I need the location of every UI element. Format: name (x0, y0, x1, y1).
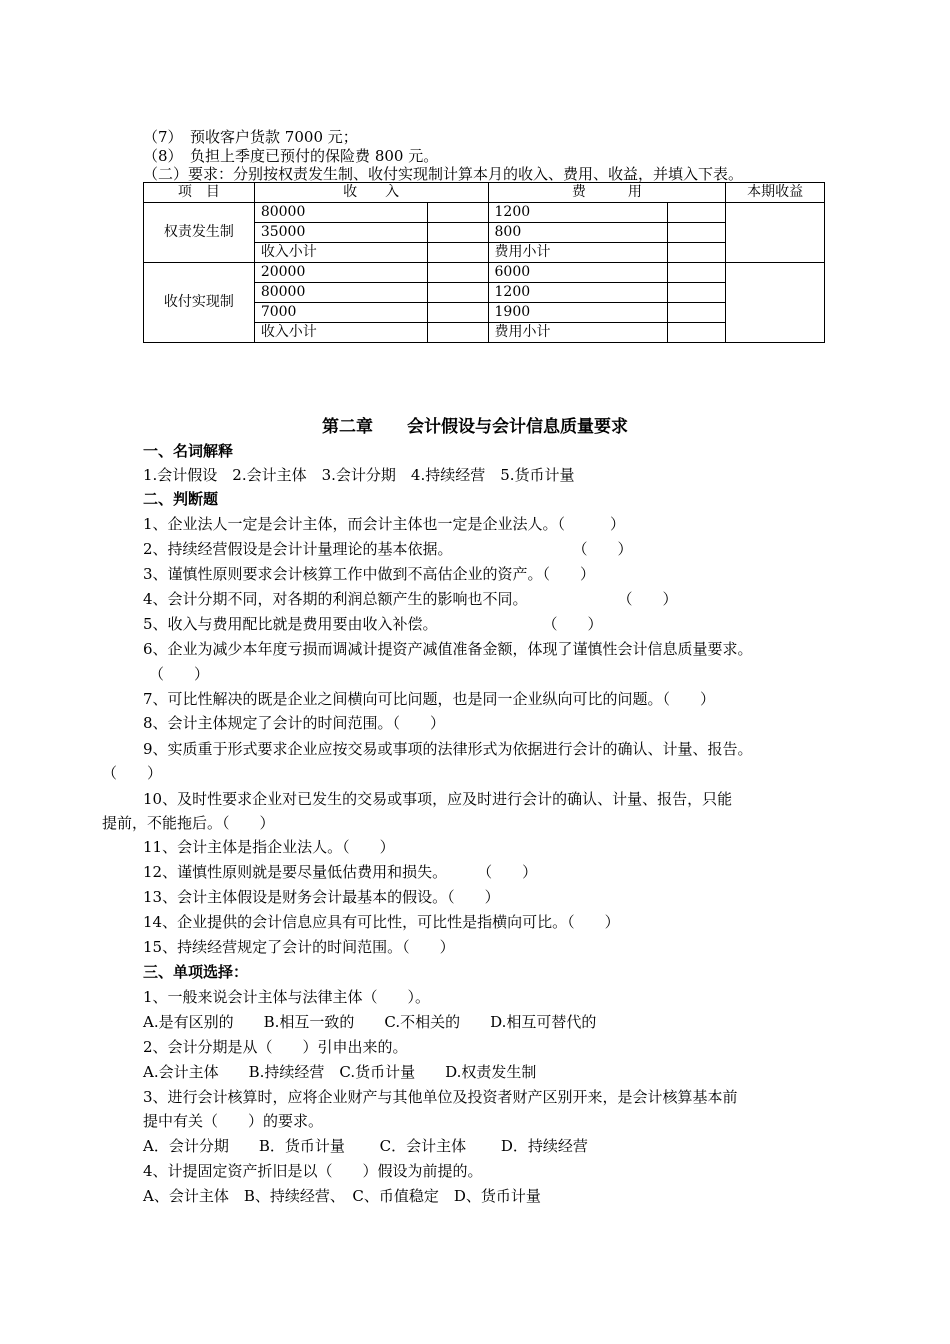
income-cell: 35000 (254, 223, 427, 243)
expense-cell: 1200 (488, 283, 667, 303)
judgment-question: 9、实质重于形式要求企业应按交易或事项的法律形式为依据进行会计的确认、计量、报告。 (143, 740, 753, 758)
income-blank-cell (428, 283, 488, 303)
choice-question: 1、一般来说会计主体与法律主体（ ）。 (143, 988, 431, 1006)
judgment-question: 1、企业法人一定是会计主体，而会计主体也一定是企业法人。（ ） (143, 515, 626, 533)
judgment-question: 7、可比性解决的既是企业之间横向可比问题，也是同一企业纵向可比的问题。（ ） (143, 690, 716, 708)
judgment-question: 11、会计主体是指企业法人。（ ） (143, 838, 395, 856)
intro-item-7: （7） 预收客户货款 7000 元； (143, 128, 358, 146)
judgment-answer-blank: （ ） (149, 665, 210, 683)
chapter-title: 第二章 会计假设与会计信息质量要求 (322, 417, 628, 437)
header-item: 项 目 (144, 183, 255, 203)
accrual-profit-cell (726, 203, 825, 263)
accrual-basis-label: 权责发生制 (144, 203, 255, 263)
judgment-question: 3、谨慎性原则要求会计核算工作中做到不高估企业的资产。（ ） (143, 565, 596, 583)
judgment-question: 10、及时性要求企业对已发生的交易或事项，应及时进行会计的确认、计量、报告，只能 (143, 790, 733, 808)
income-blank-cell (428, 323, 488, 343)
income-subtotal-cell: 收入小计 (254, 243, 427, 263)
expense-blank-cell (667, 223, 725, 243)
header-income: 收 入 (254, 183, 488, 203)
choice-options: A、会计主体 B、持续经营、 C、币值稳定 D、货币计量 (143, 1187, 541, 1205)
header-expense: 费 用 (488, 183, 726, 203)
choice-question: 2、会计分期是从（ ）引申出来的。 (143, 1038, 408, 1056)
income-cell: 20000 (254, 263, 427, 283)
income-blank-cell (428, 243, 488, 263)
expense-cell: 800 (488, 223, 667, 243)
intro-requirement: （二）要求：分别按权责发生制、收付实现制计算本月的收入、费用、收益，并填入下表。 (143, 165, 744, 183)
judgment-question: 12、谨慎性原则就是要尽量低估费用和损失。 （ ） (143, 863, 538, 881)
judgment-question: 8、会计主体规定了会计的时间范围。（ ） (143, 714, 446, 732)
table-row (144, 263, 825, 283)
income-blank-cell (428, 203, 488, 223)
income-blank-cell (428, 263, 488, 283)
choice-options: A.是有区别的 B.相互一致的 C.不相关的 D.相互可替代的 (143, 1013, 597, 1031)
expense-subtotal-cell: 费用小计 (488, 243, 667, 263)
terms-list: 1.会计假设 2.会计主体 3.会计分期 4.持续经营 5.货币计量 (143, 466, 575, 484)
expense-blank-cell (667, 303, 725, 323)
choice-options: A．会计分期 B．货币计量 C．会计主体 D．持续经营 (143, 1137, 588, 1155)
section-heading-single-choice: 三、单项选择： (143, 963, 249, 981)
table-header-row (144, 183, 825, 203)
income-blank-cell (428, 223, 488, 243)
choice-options: A.会计主体 B.持续经营 C.货币计量 D.权责发生制 (143, 1063, 537, 1081)
choice-question-continued: 提中有关（ ）的要求。 (143, 1112, 324, 1130)
judgment-answer-blank: （ ） (102, 764, 163, 782)
choice-question: 3、进行会计核算时，应将企业财产与其他单位及投资者财产区别开来，是会计核算基本前 (143, 1088, 738, 1106)
accounting-table (143, 182, 825, 343)
judgment-question: 14、企业提供的会计信息应具有可比性，可比性是指横向可比。（ ） (143, 913, 620, 931)
judgment-question: 4、会计分期不同，对各期的利润总额产生的影响也不同。 （ ） (143, 590, 678, 608)
expense-blank-cell (667, 203, 725, 223)
expense-blank-cell (667, 263, 725, 283)
expense-blank-cell (667, 283, 725, 303)
expense-cell: 1200 (488, 203, 667, 223)
table-row (144, 203, 825, 223)
judgment-question: 5、收入与费用配比就是费用要由收入补偿。 （ ） (143, 615, 603, 633)
expense-subtotal-cell: 费用小计 (488, 323, 667, 343)
cash-basis-label: 收付实现制 (144, 263, 255, 343)
judgment-question: 15、持续经营规定了会计的时间范围。（ ） (143, 938, 455, 956)
judgment-question: 13、会计主体假设是财务会计最基本的假设。（ ） (143, 888, 500, 906)
choice-question: 4、计提固定资产折旧是以（ ）假设为前提的。 (143, 1162, 483, 1180)
expense-blank-cell (667, 323, 725, 343)
judgment-question: 2、持续经营假设是会计计量理论的基本依据。 （ ） (143, 540, 633, 558)
expense-cell: 6000 (488, 263, 667, 283)
header-profit: 本期收益 (726, 183, 825, 203)
cash-profit-cell (726, 263, 825, 343)
expense-cell: 1900 (488, 303, 667, 323)
judgment-question: 6、企业为减少本年度亏损而调减计提资产减值准备金额，体现了谨慎性会计信息质量要求。 (143, 640, 753, 658)
section-heading-judgment: 二、判断题 (143, 490, 219, 508)
income-cell: 80000 (254, 203, 427, 223)
judgment-question-continued: 提前，不能拖后。（ ） (102, 814, 275, 832)
section-heading-terms: 一、名词解释 (143, 442, 234, 460)
income-cell: 7000 (254, 303, 427, 323)
expense-blank-cell (667, 243, 725, 263)
income-blank-cell (428, 303, 488, 323)
intro-item-8: （8） 负担上季度已预付的保险费 800 元。 (143, 147, 439, 165)
income-subtotal-cell: 收入小计 (254, 323, 427, 343)
income-cell: 80000 (254, 283, 427, 303)
